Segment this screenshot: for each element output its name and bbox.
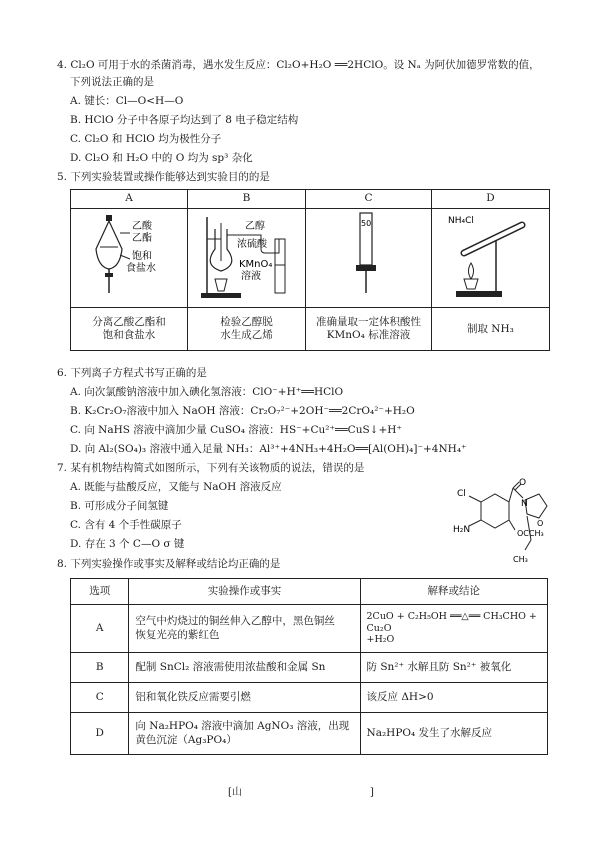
label-d1: NH₄Cl [448,216,475,226]
burette-valve [356,265,376,271]
ethylene-apparatus-diagram [191,209,303,303]
q5-header-d: D [431,190,549,209]
alcohol-lamp [215,279,227,291]
mol-occh3: OCCH₃ [517,529,544,538]
label-a2: 乙酯 [131,233,152,244]
q6-stem: 6. 下列离子方程式书写正确的是 [57,367,207,379]
q7-option-a: A. 既能与盐酸反应，又能与 NaOH 溶液反应 [70,481,282,493]
q8-table [70,578,548,755]
bond-nh2 [469,520,481,526]
caption-c-line1: 准确量取一定体积酸性 [315,316,421,328]
row-d-option: D [71,713,129,755]
q6-option-a: A. 向次氯酸钠溶液中加入碘化氢溶液：ClO⁻+H⁺══HClO [70,386,344,398]
row-b-op-1: 配制 SnCl₂ 溶液需使用浓盐酸和金属 Sn [135,660,326,673]
q7-option-c: C. 含有 4 个手性碳原子 [70,519,182,531]
q4-option-a: A. 键长：Cl—O<H—O [70,95,184,107]
row-c-operation [129,683,360,713]
row-b-ex-1: 防 Sn²⁺ 水解且防 Sn²⁺ 被氧化 [366,660,512,673]
bond-carbonyl [509,488,513,502]
caption-a-line1: 分离乙酸乙酯和 [92,316,166,328]
funnel-stopcock [105,273,113,277]
q4-option-d: D. Cl₂O 和 H₂O 中的 O 均为 sp³ 杂化 [70,152,253,164]
label-b3: KMnO₄ [238,259,272,270]
q7-molecule-structure [451,478,561,568]
pyrrolidine-ring [525,494,547,518]
label-b4: 溶液 [240,271,261,282]
q6-option-b: B. K₂Cr₂O₇溶液中加入 NaOH 溶液：Cr₂O₇²⁻+2OH⁻══2CrO₄²⁻+H₂O [70,405,415,417]
funnel-body [96,221,122,269]
q5-figure-c [306,209,432,308]
row-a-ex-2: +H₂O [366,634,395,646]
q5-caption-d [431,308,549,351]
caption-b-line2: 水生成乙烯 [220,329,273,342]
stand-base [456,291,502,297]
bond-ethyl-2 [525,540,531,550]
cyclohexane-ring [481,494,509,528]
row-a-explanation [360,605,548,653]
bond-amide-n [513,488,523,498]
label-a3: 饱和 [131,251,152,262]
q4-option-b: B. HClO 分子中各原子均达到了 8 电子稳定结构 [70,114,299,126]
q5-header-a: A [71,190,188,209]
table-row [71,713,548,755]
label-c1: 50 [361,219,372,228]
q5-caption-c [306,308,432,351]
caption-b-line1: 检验乙醇脱 [220,316,273,328]
q5-figure-a [71,209,188,308]
mol-ch3: CH₃ [513,555,528,564]
table-row [71,683,548,713]
q4-stem-2: 下列说法正确的是 [70,76,154,88]
q5-stem: 5. 下列实验装置或操作能够达到实验目的的是 [57,171,270,183]
row-d-operation [129,713,360,755]
row-c-op-1: 铝和氧化铁反应需要引燃 [135,690,251,703]
row-d-ex-1: Na₂HPO₄ 发生了水解反应 [366,726,493,739]
row-b-operation [129,653,360,683]
flame [469,263,474,279]
q4-option-c: C. Cl₂O 和 HClO 均为极性分子 [70,133,222,145]
row-d-op-1: 向 Na₂HPO₄ 溶液中滴加 AgNO₃ 溶液，出现 [135,720,350,733]
q8-header-explanation: 解释或结论 [360,579,548,605]
heated-tube-inner [464,225,522,253]
q5-caption-b [187,308,305,351]
mol-cl: Cl [457,489,466,499]
label-a4: 食盐水 [125,263,156,274]
footer-right: ] [370,787,374,798]
alcohol-lamp [464,279,478,289]
label-line-bottom [120,255,130,259]
q7-stem: 7. 某有机物结构简式如图所示，下列有关该物质的说法，错误的是 [57,462,365,474]
row-c-explanation [360,683,548,713]
q4-stem-1: 4. Cl₂O 可用于水的杀菌消毒，遇水发生反应：Cl₂O+H₂O ══2HClO。设 Nₐ 为阿伏加德罗常数的值， [57,59,540,71]
q5-caption-a [71,308,188,351]
table-row [71,605,548,653]
row-d-op-2: 黄色沉淀（Ag₃PO₄） [135,733,237,746]
footer-left: [山 [228,787,242,798]
row-a-op-2: 恢复光亮的紫红色 [135,628,220,641]
burette-diagram [312,209,424,303]
q7-option-d: D. 存在 3 个 C—O σ 键 [70,538,185,550]
mol-o1: O [519,478,527,488]
mol-h2n: H₂N [453,525,471,535]
separatory-funnel-diagram [74,209,184,303]
q5-header-b: B [187,190,305,209]
q5-header-c: C [306,190,432,209]
q6-option-c: C. 向 NaHS 溶液中滴加少量 CuSO₄ 溶液：HS⁻+Cu²⁺══CuS↓+H⁺ [70,424,402,436]
row-c-option: C [71,683,129,713]
caption-c-line2: KMnO₄ 标准溶液 [326,329,411,342]
row-b-option: B [71,653,129,683]
stand-base [201,293,241,298]
label-b2: 浓硫酸 [236,239,267,250]
q8-header-option: 选项 [71,579,129,605]
q7-option-b: B. 可形成分子间氢键 [70,500,169,512]
mol-o2: O [537,519,544,528]
ammonia-prep-diagram [434,209,546,303]
row-a-op-1: 空气中灼烧过的铜丝伸入乙醇中，黑色铜丝 [135,615,335,628]
table-row [71,653,548,683]
label-a1: 乙酸 [131,221,152,232]
row-a-ex-1: 2CuO + C₂H₅OH ══△══ CH₃CHO + Cu₂O [366,610,537,634]
test-tube [275,239,285,293]
row-d-explanation [360,713,548,755]
q8-stem: 8. 下列实验操作或事实及解释或结论均正确的是 [57,558,281,570]
caption-a-line2: 饱和食盐水 [102,329,156,342]
label-b1: 乙醇 [244,221,265,232]
q6-option-d: D. 向 Al₂(SO₄)₃ 溶液中通入足量 NH₃：Al³⁺+4NH₃+4H₂O══[Al(OH)₄]⁻+4NH₄⁺ [70,443,467,455]
row-c-ex-1: 该反应 ΔH>0 [366,690,434,703]
row-a-operation [129,605,360,653]
bond-ester [509,520,515,530]
q5-figure-b [187,209,305,308]
mol-n: N [521,499,528,509]
caption-d-line1: 制取 NH₃ [466,322,514,335]
q5-apparatus-table [70,189,550,351]
row-a-option: A [71,605,129,653]
bond-cl [469,496,481,502]
q5-figure-d [431,209,549,308]
row-b-explanation [360,653,548,683]
q8-header-operation: 实验操作或事实 [129,579,360,605]
